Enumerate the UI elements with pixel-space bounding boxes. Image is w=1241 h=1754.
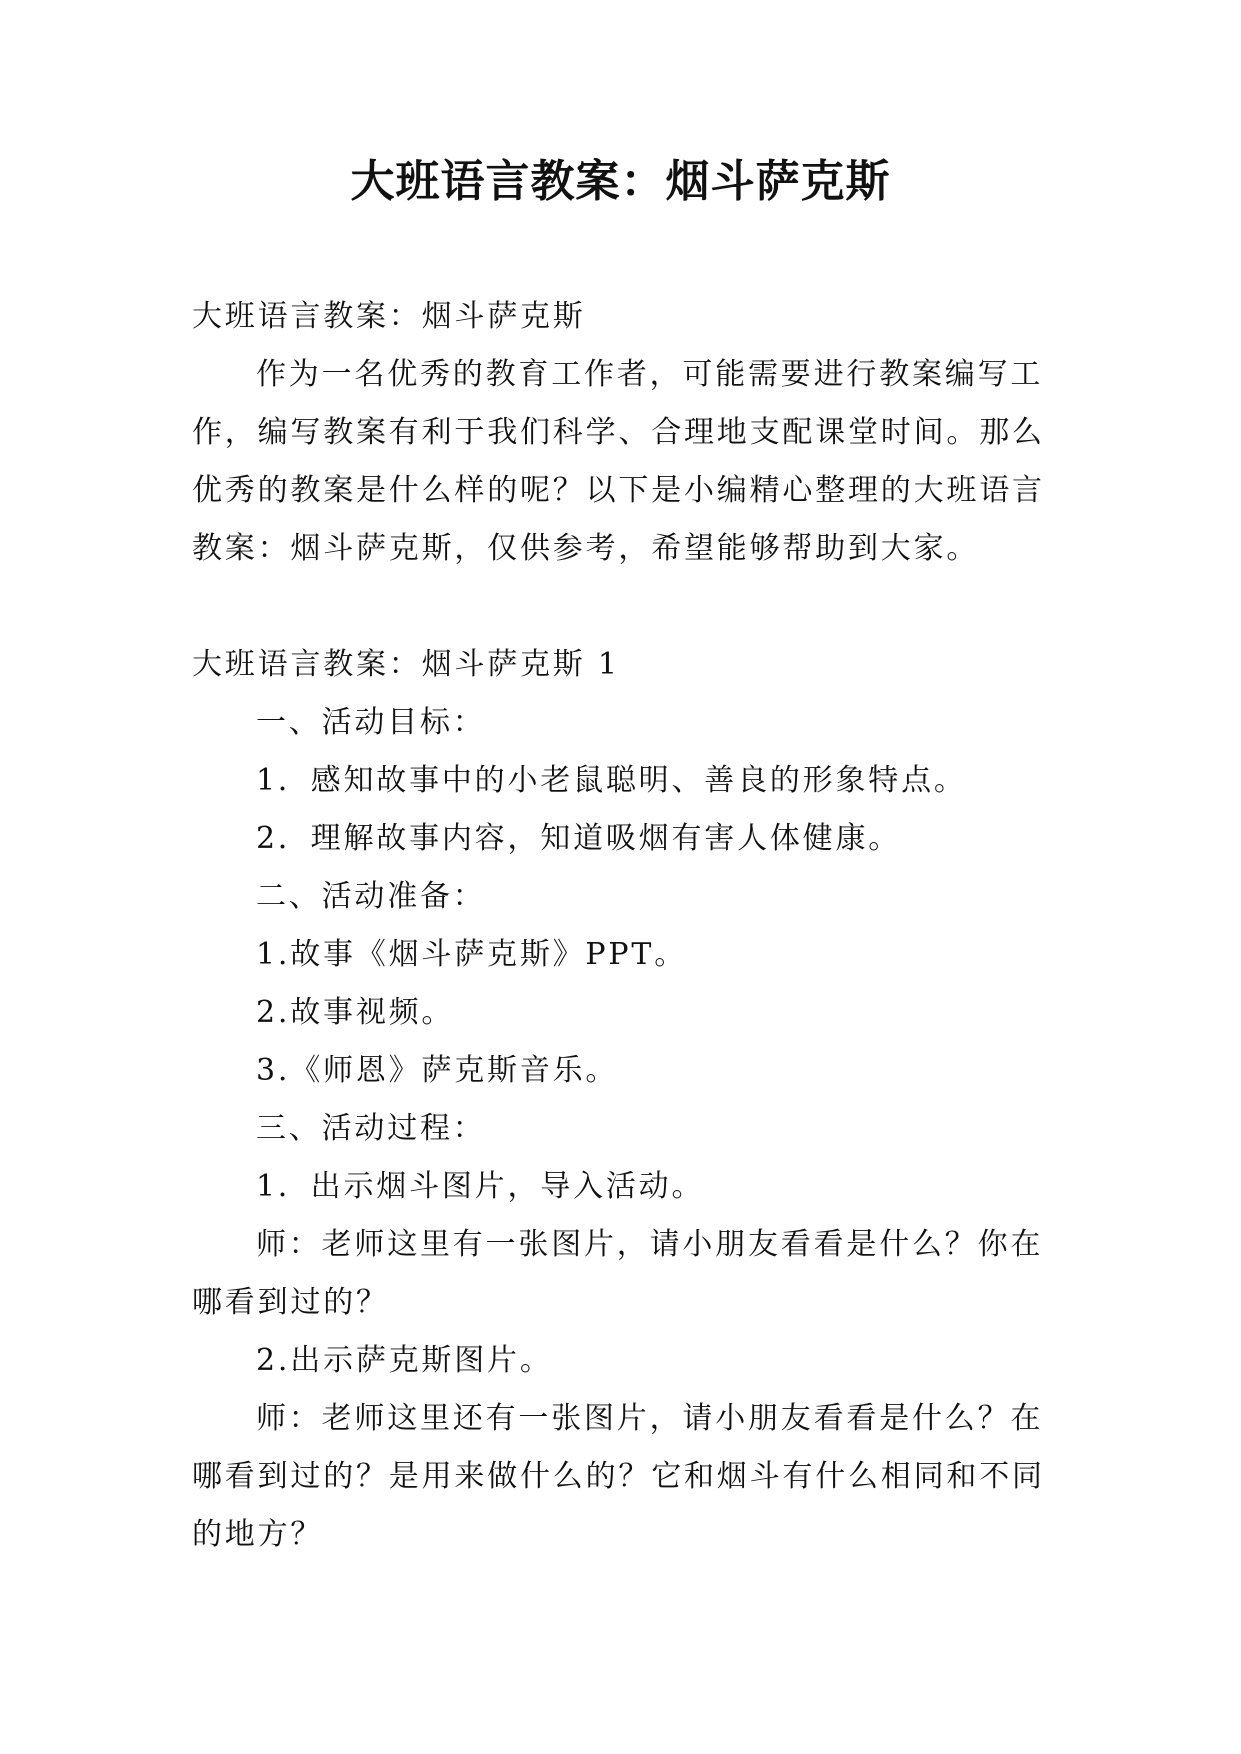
section-heading: 大班语言教案：烟斗萨克斯 1 [192, 647, 620, 682]
preparation-item-2: 2.故事视频。 [256, 995, 455, 1030]
subtitle-line: 大班语言教案：烟斗萨克斯 [192, 299, 586, 334]
document-body [192, 288, 1052, 1564]
section-heading-goals: 一、活动目标： [256, 705, 486, 740]
document-title: 大班语言教案：烟斗萨克斯 [350, 156, 891, 207]
teacher-line-1: 师：老师这里有一张图片，请小朋友看看是什么？你在哪看到过的？ [192, 1227, 1044, 1320]
goal-item-1: 1．感知故事中的小老鼠聪明、善良的形象特点。 [256, 763, 967, 798]
preparation-item-1: 1.故事《烟斗萨克斯》PPT。 [256, 937, 688, 972]
goal-item-2: 2．理解故事内容，知道吸烟有害人体健康。 [256, 821, 902, 856]
section-heading-process: 三、活动过程： [256, 1111, 486, 1146]
teacher-line-2: 师：老师这里还有一张图片，请小朋友看看是什么？在哪看到过的？是用来做什么的？它和烟斗有什么相同和不同的地方？ [192, 1401, 1045, 1552]
paragraph-spacer [192, 578, 1052, 636]
process-step-1: 1．出示烟斗图片，导入活动。 [256, 1169, 705, 1204]
preparation-item-3: 3.《师恩》萨克斯音乐。 [256, 1053, 619, 1088]
process-step-2: 2.出示萨克斯图片。 [256, 1343, 553, 1378]
intro-paragraph: 作为一名优秀的教育工作者，可能需要进行教案编写工作，编写教案有利于我们科学、合理地支配课堂时间。那么优秀的教案是什么样的呢？以下是小编精心整理的大班语言教案：烟斗萨克斯，仅供参考，希望能够帮助到大家。 [192, 357, 1045, 566]
section-heading-preparation: 二、活动准备： [256, 879, 486, 914]
